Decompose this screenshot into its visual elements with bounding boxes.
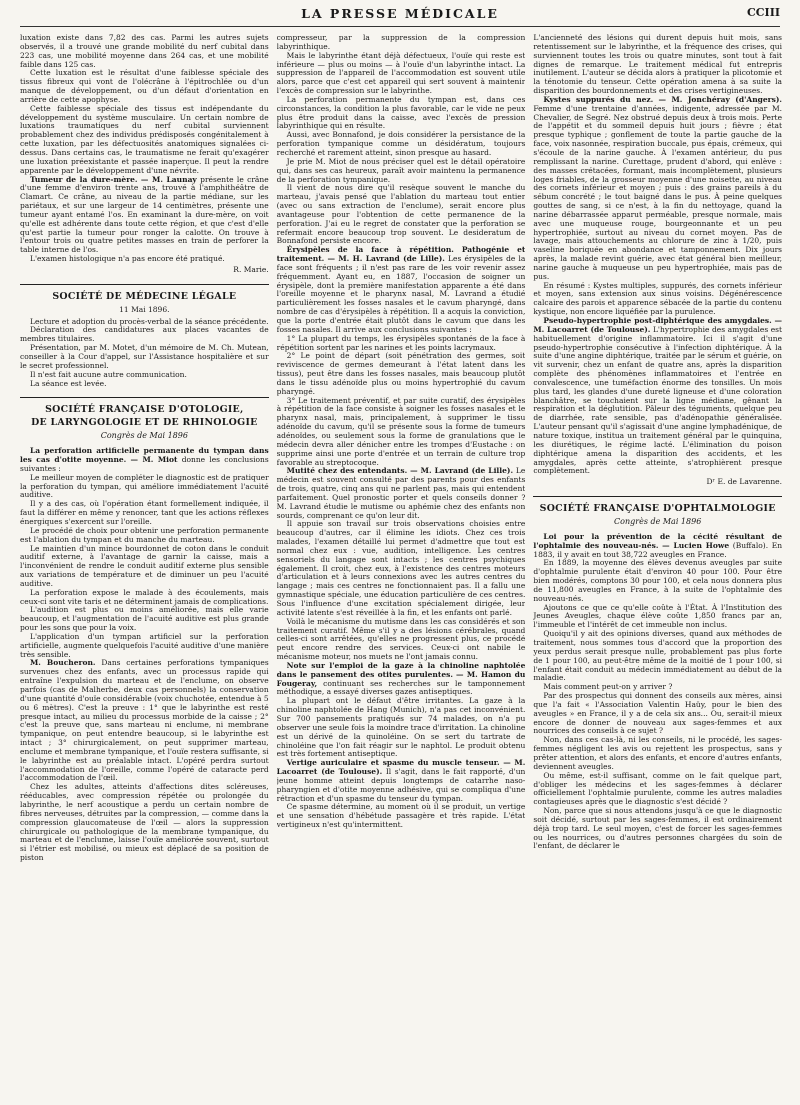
header-rule (20, 26, 780, 27)
paragraph: Il appuie son travail sur trois observations choisies entre beaucoup d'autres, car il élimine les idiots. Chez ces trois malades, l'examen détaillé lui permet d'admettre que tout est normal chez eux : vue, audition, intelligence. Les centres sensoriels du langage sont intacts ; les centres psychiques également. Il croit, chez eux, à l'existence des centres moteurs d'articulation et à leurs connexions avec les autres centres du langage ; mais ces centres ne fonctionnaient pas. Il a fallu une gymnastique spéciale, une éducation particulière de ces centres. Sous l'influence d'une excitation spécialement dirigée, leur activité latente s'est réveillée à la fin, et les enfants ont parlé. (276, 519, 526, 617)
article-title: Kystes suppurés du nez. (543, 94, 654, 104)
paragraph: La plupart ont le défaut d'être irritantes. La gaze à la chinoline naphtolée de Hang (Munich), n'a pas cet inconvénient. Sur 700 pansements pratiqués sur 74 malades, on n'a pu observer une seule fois la moindre trace d'irritation. La chinoline est un dérivé de la quinoléine. On se sert du tartrate de chinoléine que l'on fait réagir sur le naphtol. Le produit obtenu est très fortement antiseptique. (276, 696, 526, 759)
article-kystes (533, 96, 782, 282)
paragraph: Mais comment peut-on y arriver ? (543, 682, 673, 692)
paragraph: Il y a des cas, où l'opération étant formellement indiquée, il faut la différer en même y renoncer, tant que les actions réflexes énergiques s'exercent sur l'oreille. (20, 499, 269, 526)
article-title: La perforation artificielle permanente du tympan dans les cas d'otite moyenne. (20, 446, 269, 465)
discussion-boucheron (20, 659, 269, 783)
paragraph: Voilà le mécanisme du mutisme dans les cas considérés et son traitement curatif. Même s'il y a des lésions cérébrales, quand celles-ci sont arrêtées, qu'elles ne progressent plus, ce procédé peut encore rendre des services. Ceux-ci ont nabile le mécanisme moteur, nos muets ne l'ont jamais connu. (276, 616, 526, 662)
article-body: Le médecin est souvent consulté par des parents pour des enfants de trois, quatre, cinq ans qui ne parlent pas, mais qui entendent parfaitement. Quel pronostic porter et quels conseils donner ? M. Lavrand étudie le mutisme ou aphémie chez des enfants non sourds, comprenant ce qu'on leur dit. (276, 466, 526, 520)
paragraph: Cette faiblesse spéciale des tissus est indépendante du développement du système musculaire. Un certain nombre de luxations traumatiques du nerf cubital surviennent probablement chez des individus prédisposés congénitalement à cette luxation, par les défectuosités anatomiques signalées ci-dessus. Dans certains cas, le traumatisme ne ferait qu'exagérer une luxation préexistante et passée inaperçue. Il peut la rendre apparente par le développement d'une névrite. (20, 103, 269, 175)
paragraph: Le maintien d'un mince bourdonnet de coton dans le conduit auditif externe, à l'avantage de garnir la caisse, mais a l'inconvénient de rendre le conduit auditif externe plus sensible aux variations de température et de diminuer un peu l'acuité auditive. (20, 543, 269, 588)
paragraph: Par des prospectus qui donnent des conseils aux mères, ainsi que l'a fait « l'Association Valentin Haüy, pour le bien des aveugles » en France, il y a de cela six ans... Ou, serait-il mieux encore de donner de nouveau aux sages-femmes et aux nourrices des conseils à ce sujet ? (533, 691, 783, 736)
article-body: L'hypertrophie des amygdales est habituellement d'origine inflammatoire. Ici il s'agit d'une pseudo-hypertrophie consécutive à l'infection diphtérique. À la suite d'une angine diphtérique, traitée par le sérum et guérie, on vit survenir, chez un enfant de quatre ans, après la disparition complète des phénomènes inflammatoires et l'entrée en convalescence, une tuméfaction énorme des tonsilles. Un mois plus tard, les glandes d'une dureté ligneuse et d'une coloration blanchâtre, se touchaient sur la ligne médiane, gênant la respiration et la déglutition. Pâleur des téguments, quelque peu de diarrhée, rate sensible, pas d'adénopathie généralisée. L'auteur pensant qu'il s'agissait d'une angine lymphadénique, de nature toxique, institua un traitement général par le quinquina, les diurétiques, le régime lacté. L'élimination du poison diphtérique amena la disparition des accidents, et les amygdales, après cette atteinte, s'atrophièrent presque complètement. (533, 324, 783, 476)
paragraph: Je prie M. Miot de nous préciser quel est le détail opératoire qui, dans ses cas heureux, paraît avoir maintenu la permanence de la perforation tympanique. (276, 156, 526, 184)
article-erysipeles (277, 246, 526, 334)
article-author: — M. Hamon du Fougeray, (276, 669, 526, 688)
article-body: continuant ses recherches sur le tamponnement méthodique, a essayé diverses gazes antiseptiques. (276, 678, 526, 697)
section-title-legale: SOCIÉTÉ DE MÉDECINE LÉGALE (20, 284, 269, 303)
column-2 (277, 34, 526, 1097)
article-title: Érysipèles de la face à répétition. Pathogénie et traitement. (276, 245, 526, 264)
paragraph: En résumé : Kystes multiples, suppurés, des cornets inférieur et moyen, sans extension aux sinus voisins. Dégénérescence calcaire des parois et apparence sébacée de la partie du contenu kystique, non encore liquéfiée par la purulence. (533, 280, 783, 317)
paragraph: Il vient de nous dire qu'il resèque souvent le manche du marteau, j'avais pensé que l'ablation du marteau tout entier (avec ou sans extraction de l'enclume), serait encore plus avantageuse pour l'obtention de cette permanence de la perforation. J'ai eu le regret de constater que la perforation se refermait encore beaucoup trop souvent. Le desideratum de Bonnafond persiste encore. (276, 183, 526, 246)
article-title: Mutité chez des entendants. (286, 466, 408, 476)
article-body: Les érysipèles de la face sont fréquents ; il n'est pas rare de les voir revenir assez fréquemment. Ayant eu, en 1887, l'occasion de soigner un érysipèle, dont la première manifestation apparente a été dans l'oreille moyenne et le pharynx nasal, M. Lavrand a étudié particulièrement les fosses nasales et le cavum pharyngé, dans nombre de cas d'érysipèles à répétition. Il a acquis la conviction, que la porte d'entrée était plutôt dans le cavum que dans les fosses nasales. Il arrive aux conclusions suivantes : (276, 254, 526, 334)
paragraph: Quoiqu'il y ait des opinions diverses, quand aux méthodes de traitement, nous sommes tous d'accord que la proportion des yeux perdus serait presque nulle, probablement pas plus forte de 1 pour 100, au peut-être même de la moitié de 1 pour 100, si l'enfant était conduit au médecin immédiatement au début de la maladie. (533, 629, 783, 683)
speaker-name: M. Boucheron. (30, 658, 96, 668)
article-body: donne les conclusions suivantes : (20, 455, 269, 473)
article-author: — M. Miot (130, 455, 178, 465)
paragraph: Cette luxation est le résultat d'une faiblesse spéciale des tissus fibreux qui vont de l'olécrâne à l'épitrochlée ou d'un manque de développement, ou d'un défaut d'orientation en arrière de cette apophyse. (20, 68, 269, 104)
article-body: Femme d'une trentaine d'années, indigente, adressée par M. Chevalier, de Segré. Nez obstrué depuis deux à trois mois. Perte de l'appétit et du sommeil depuis huit jours ; fièvre ; état presque typhique ; gonflement de toute la partie gauche de la face, voix nasonnée, respiration buccale, pus épais, crémeux, qui s'écoule de la narine gauche. À l'examen antérieur, du pus remplissant la narine. Curettage, prudent d'abord, qui enlève : des masses crétacées, formant, mais incomplètement, plusieurs loges friables, de la grosseur moyenne d'une noisette, au niveau des cornets inférieur et moyen ; puis : des grains pareils à du sébum concrété ; le tout baigné dans le pus. À peine quelques gouttes de sang, si ce n'est, à la fin du nettoyage, quand la narine débarrassée apparut perméable, presque normale, mais avec une muqueuse rouge, bourgeonnante et un peu hypertrophiée, surtout au niveau du cornet moyen. Pas de lavage, mais attouchements au chlorure de zinc à 1/20, puis vaseline boriquée en abondance et tamponnement. Dix jours après, la malade revint guérie, avec état général bien meilleur, narine gauche à muqueuse un peu hypertrophiée, mais pas de pus. (533, 103, 783, 281)
column-1 (20, 34, 269, 1097)
article-body: (Buffalo). En 1883, il y avait en tout 38,722 aveugles en France. (533, 540, 783, 559)
paragraph: Ajoutons ce que ce qu'elle coûte à l'État. À l'Institution des Jeunes Aveugles, chaque élève coûte 1,850 francs par an, l'immeuble et l'intérêt de cet immeuble non inclus. (533, 602, 783, 630)
article-columns (20, 34, 782, 1097)
article-body: présente le crâne d'une femme d'environ trente ans, trouvé à l'amphithéâtre de Clamart. Ce crâne, au niveau de la partie médiane, sur les pariétaux, et sur une largeur de 14 centimètres, présente une tumeur ayant entamé l'os. En examinant la dure-mère, on voit qu'elle est adhérente dans toute cette région, et que c'est d'elle qu'est partie la tumeur pour ronger la calotte. On trouve à l'entour trois ou quatre petites masses en train de perforer la table interne de l'os. (20, 174, 269, 255)
section-title-line: DE LARYNGOLOGIE ET DE RHINOLOGIE (31, 417, 258, 429)
paragraph: Non, parce que si nous attendons jusqu'à ce que le diagnostic soit décidé, surtout par les sages-femmes, il est ordinairement déjà trop tard. Le seul moyen, c'est de forcer les sages-femmes ou les nourrices, ou d'autres personnes chargées du soin de l'enfant, de déclarer le (533, 806, 783, 851)
article-pseudo-hypertrophie (533, 317, 782, 476)
paragraph: Ce spasme détermine, au moment où il se produit, un vertige et une sensation d'hébétude passagère et très rapide. L'état vertigineux n'est qu'intermittent. (276, 802, 526, 830)
signature: Dʳ E. de Lavarenne. (706, 477, 783, 487)
paragraph: Le procédé de choix pour obtenir une perforation permanente est l'ablation du tympan et du manche du marteau. (20, 525, 269, 544)
signature: R. Marie. (233, 264, 269, 274)
article-title: Pseudo-hypertrophie post-diphtérique des amygdales. (543, 316, 772, 325)
article-dure-mere (20, 176, 269, 256)
column-3 (533, 34, 782, 1097)
article-author: — M. Lacoarret (de Toulouse). (276, 758, 526, 777)
article-author: — M. Lacoarret (de Toulouse). (533, 316, 783, 334)
section-title-ophtalmologie: SOCIÉTÉ FRANÇAISE D'OPHTALMOLOGIE (533, 496, 782, 515)
article-title: Vertige auriculaire et spasme du muscle tenseur. (286, 758, 500, 768)
paragraph: L'ancienneté des lésions qui durent depuis huit mois, sans retentissement sur le labyrinthe, et la fréquence des crises, qui surviennent toutes les trois ou quatre minutes, sont tout à fait dignes de remarque. Le traitement médical fut entrepris inutilement. L'auteur se décida alors à pratiquer la plicotomie et la ténotomie du tenseur. Cette opération amena à sa suite la disparition des bourdonnements et des crises vertigineuses. (533, 34, 783, 96)
paragraph: 2° Le point de départ (soit pénétration des germes, soit reviviscence de germes demeurant à l'état latent dans les tissus), peut être dans les fosses nasales, mais beaucoup plutôt dans le tissu adénoïde plus ou moins hypertrophié du cavum pharyngé. (276, 351, 526, 396)
paragraph: La perforation expose le malade à des écoulements, mais ceux-ci sont vite taris et ne déterminent jamais de complications. (20, 587, 269, 606)
journal-title: LA PRESSE MÉDICALE (301, 6, 499, 21)
paragraph: L'audition est plus ou moins améliorée, mais elle varie beaucoup, et l'augmentation de l'acuité auditive est plus grande pour les sons que pour la voix. (20, 605, 269, 633)
paragraph: L'examen histologique n'a pas encore été pratiqué. (30, 254, 225, 264)
article-author: — M. Jonchéray (d'Angers). (658, 94, 782, 104)
paragraph: luxation existe dans 7,82 des cas. Parmi les autres sujets observés, il a trouvé une grande mobilité du nerf cubital dans 223 cas, une mobilité moyenne dans 264 cas, et une mobilité faible dans 125 cas. (20, 34, 269, 69)
paragraph: 1° La plupart du temps, les érysipèles spontanés de la face à répétition sortent par les narines et les points lacrymaux. (276, 333, 526, 352)
article-author: — M. Lavrand (de Lille). (410, 466, 514, 476)
paragraph: 3° Le traitement préventif, et par suite curatif, des érysipèles à répétition de la face consiste à soigner les fosses nasales et le pharynx nasal, mais, principalement, à supprimer le tissu adénoïde du cavum, qu'il se présente sous la forme de tumeurs adénoïdes, ou seulement sous la forme de granulations que le médecin devra aller dénicher entre les trompes d'Eustache : on supprime ainsi une porte d'entrée et un terrain de culture trop favorable au streptocoque. (276, 395, 526, 467)
article-author: — M. H. Lavrand (de Lille). (327, 254, 445, 264)
article-author: — M. Launay (140, 174, 197, 184)
article-title: Note sur l'emploi de la gaze à la chinoline naphtolée dans le pansement des otites purulentes. (276, 660, 526, 679)
paragraph: Non, dans ces cas-là, ni les conseils, ni le procédé, les sages-femmes négligent les avis ou rejettent les prospectus, sans y prêter attention, et alors des enfants, et encore d'autres enfants, deviennent aveugles. (533, 735, 783, 771)
paragraph: L'application d'un tympan artificiel sur la perforation artificielle, augmente quelquefois l'acuité auditive d'une manière très sensible. (20, 631, 269, 659)
paragraph: compresseur, par la suppression de la compression labyrinthique. (276, 34, 526, 51)
paragraph: Chez les adultes, atteints d'affections dites scléreuses, rééducables, avec compression répétée ou prolongée du labyrinthe, le nerf acoustique a perdu un certain nombre de fibres nerveuses, détruites par la compression, — comme dans la compression glaucomateuse de l'œil — alors la suppression chirurgicale ou pathologique de la membrane tympanique, du marteau et de l'enclume, laisse l'ouïe améliorée souvent, surtout si l'étrier est mobilisé, ou mieux est déplacé de sa position de piston (20, 782, 269, 863)
paragraph: Mais le labyrinthe étant déjà défectueux, l'ouïe qui reste est inférieure — plus ou moins — à l'ouïe d'un labyrinthe intact. La suppression de l'appareil de l'accommodation est souvent utile alors, parce que c'est cet appareil qui sert souvent à maintenir l'excès de compression sur le labyrinthe. (276, 50, 526, 96)
paragraph: La séance est levée. (30, 378, 107, 388)
paragraph: Lecture et adoption du procès-verbal de la séance précédente. (30, 316, 269, 326)
paragraph: Le meilleur moyen de compléter le diagnostic est de pratiquer la perforation du tympan, qui améliore immédiatement l'acuité auditive. (20, 472, 269, 500)
section-title-line: SOCIÉTÉ FRANÇAISE D'OTOLOGIE, (45, 404, 244, 416)
paragraph: Ou même, est-il suffisant, comme on le fait quelque part, d'obliger les médecins et les sages-femmes à déclarer officiellement l'ophtalmie purulente, comme les autres maladies contagieuses après que le diagnostic s'est décidé ? (533, 770, 783, 807)
article-body: Il s'agit, dans le fait rapporté, d'un jeune homme atteint depuis longtemps de catarrhe naso-pharyngien et d'otite moyenne adhésive, qui se compliqua d'une rétraction et d'un spasme du tenseur du tympan. (276, 767, 526, 803)
section-title-otologie (20, 397, 269, 429)
paragraph: Déclaration des candidatures aux places vacantes de membres titulaires. (20, 325, 269, 344)
page-number: CCIII (747, 6, 780, 19)
article-title: Tumeur de la dure-mère. (30, 174, 138, 184)
discussion-body: Dans certaines perforations tympaniques survenues chez des enfants, avec un processus rapide qui entraîne l'expulsion du marteau et de l'enclume, on observe parfois (cas de Malherbe, deux cas personnels) la conservation d'une quantité d'ouïe considérable (voix chuchotée, entendue à 5 ou 6 mètres). C'est la preuve : 1° que le labyrinthe est resté presque intact, au milieu du processus morbide de la caisse ; 2° c'est la preuve que, sans marteau ni enclume, ni membrane tympanique, on peut entendre beaucoup, si le labyrinthe est intact ; 3° chirurgicalement, on peut supprimer marteau, enclume et membrane tympanique, et l'ouïe restera suffisante, si le labyrinthe est au préalable intact. L'opéré perdra surtout l'accommodation de l'oreille, comme l'opéré de cataracte perd l'accommodation de l'œil. (20, 658, 269, 783)
page-header (20, 6, 780, 28)
article-title: Loi pour la prévention de la cécité résultant de l'ophtalmie des nouveau-nés. (533, 531, 783, 550)
congress-date: Congrès de Mai 1896 (614, 517, 702, 527)
paragraph: Présentation, par M. Motet, d'un mémoire de M. Ch. Mutean, conseiller à la Cour d'appel, sur l'Assistance hospitalière et sur le secret professionnel. (20, 343, 269, 370)
session-date: 11 Mai 1896. (119, 304, 170, 314)
article-mutite (277, 467, 526, 520)
paragraph: En 1889, la moyenne des élèves devenus aveugles par suite d'ophtalmie purulente était d'environ 40 pour 100. Pour être bien modérés, comptons 30 pour 100, et cela nous donnera plus de 11,800 aveugles en France, à la suite de l'ophtalmie des nouveau-nés. (533, 558, 783, 603)
paragraph: Aussi, avec Bonnafond, je dois considérer la persistance de la perforation tympanique comme un désidératum, toujours recherché et rarement atteint, sinon presque au hasard. (276, 130, 526, 157)
paragraph: Il n'est fait aucune autre communication. (30, 369, 187, 379)
article-gaze (277, 662, 526, 697)
paragraph: La perforation permanente du tympan est, dans ces circonstances, la condition la plus favorable, car le vide ne peux plus être produit dans la caisse, avec l'excès de pression labyrinthique qui en résulte. (276, 94, 526, 131)
congress-date: Congrès de Mai 1896 (100, 431, 188, 441)
article-vertige (277, 759, 526, 803)
article-loi-cecite (533, 533, 782, 560)
article-author: — Lucien Howe (662, 540, 730, 550)
article-perforation (20, 447, 269, 474)
